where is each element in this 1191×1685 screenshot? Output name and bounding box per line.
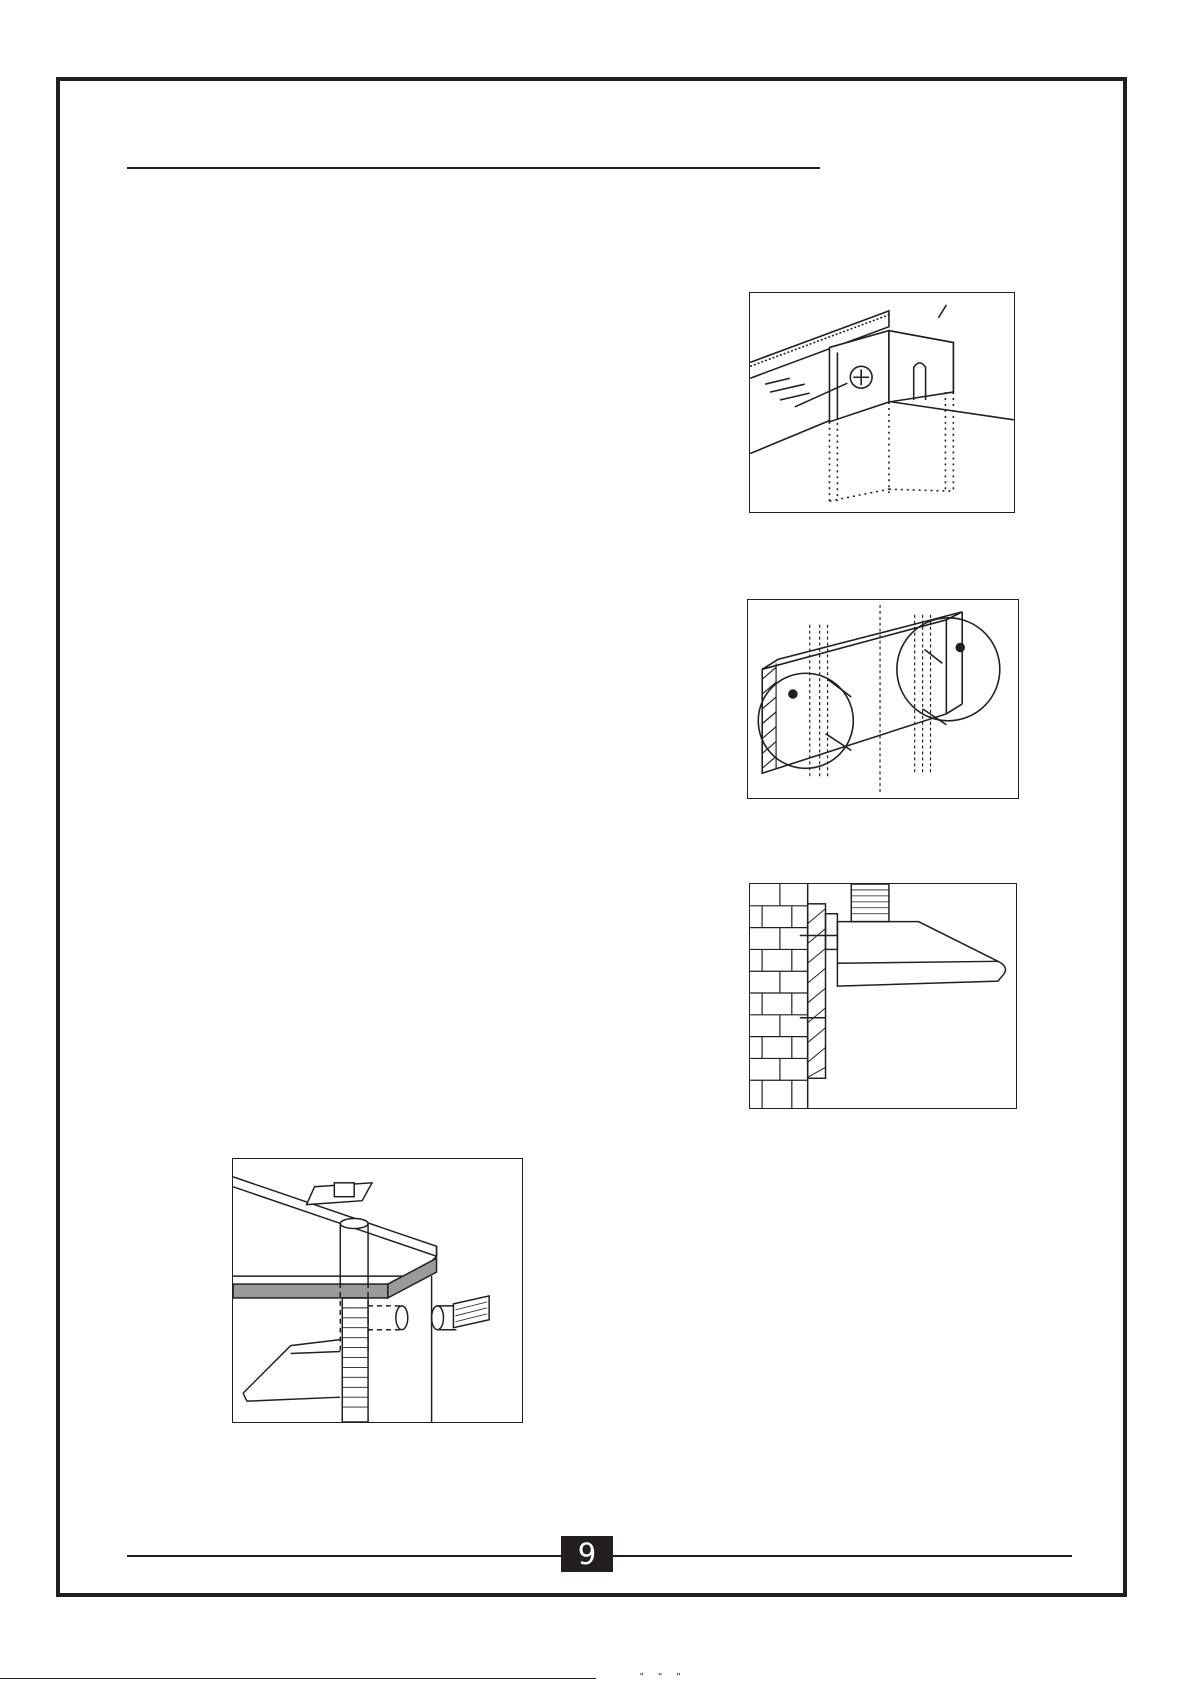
figure-ducting-installation bbox=[232, 1158, 523, 1423]
wall-screw-illustration bbox=[748, 600, 1018, 798]
hood-wall-illustration bbox=[750, 884, 1016, 1108]
scan-footer-text: " " " bbox=[640, 1672, 687, 1683]
figure-hood-wall-mount bbox=[749, 883, 1017, 1109]
scan-footer-line bbox=[0, 1678, 596, 1679]
ducting-illustration bbox=[233, 1159, 522, 1422]
figure-bracket-detail bbox=[749, 292, 1015, 513]
header-rule bbox=[127, 167, 820, 169]
figure-wall-screw-detail bbox=[747, 599, 1019, 799]
page-number-badge: 9 bbox=[561, 1536, 613, 1572]
bracket-illustration bbox=[750, 293, 1014, 512]
